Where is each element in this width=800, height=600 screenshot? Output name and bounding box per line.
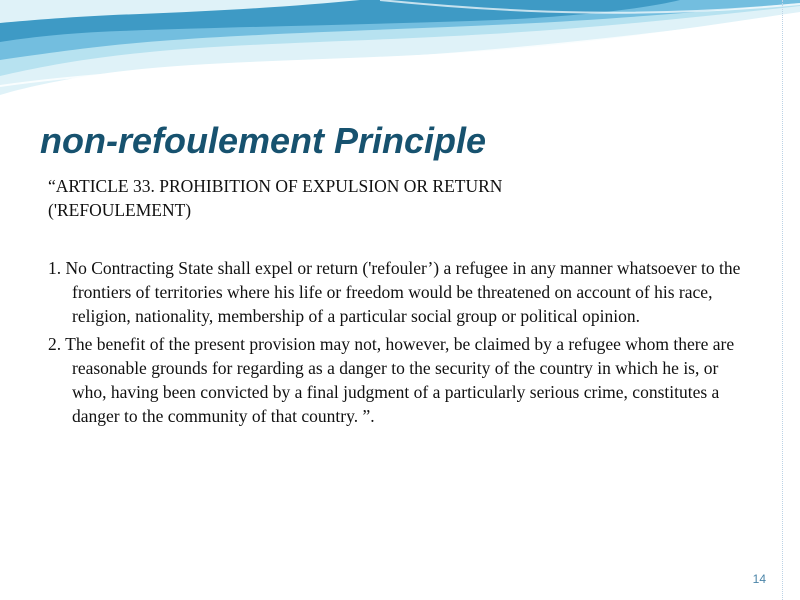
decorative-wave-header bbox=[0, 0, 800, 110]
page-number: 14 bbox=[752, 572, 766, 586]
slide-content bbox=[48, 174, 748, 432]
slide-right-border bbox=[782, 0, 783, 600]
slide-title: non-refoulement Principle bbox=[40, 120, 487, 161]
article-heading-line-1: “ARTICLE 33. PROHIBITION OF EXPULSION OR RETURN bbox=[48, 176, 503, 196]
article-heading-line-2: ('REFOULEMENT) bbox=[48, 200, 192, 220]
article-paragraph-1: 1. No Contracting State shall expel or return ('refouler’) a refugee in any manner whatsoever to the frontiers of territories where his life or freedom would be threatened on account of his race, religion, nationality, membership of a particular social group or political opinion. bbox=[48, 258, 741, 326]
paragraph-gap bbox=[48, 222, 748, 256]
article-paragraph-2: 2. The benefit of the present provision may not, however, be claimed by a refugee whom there are reasonable grounds for regarding as a danger to the security of the country in which he is, or who, having been convicted by a final judgment of a particularly serious crime, constitutes a danger to the community of that country. ”. bbox=[48, 334, 735, 426]
